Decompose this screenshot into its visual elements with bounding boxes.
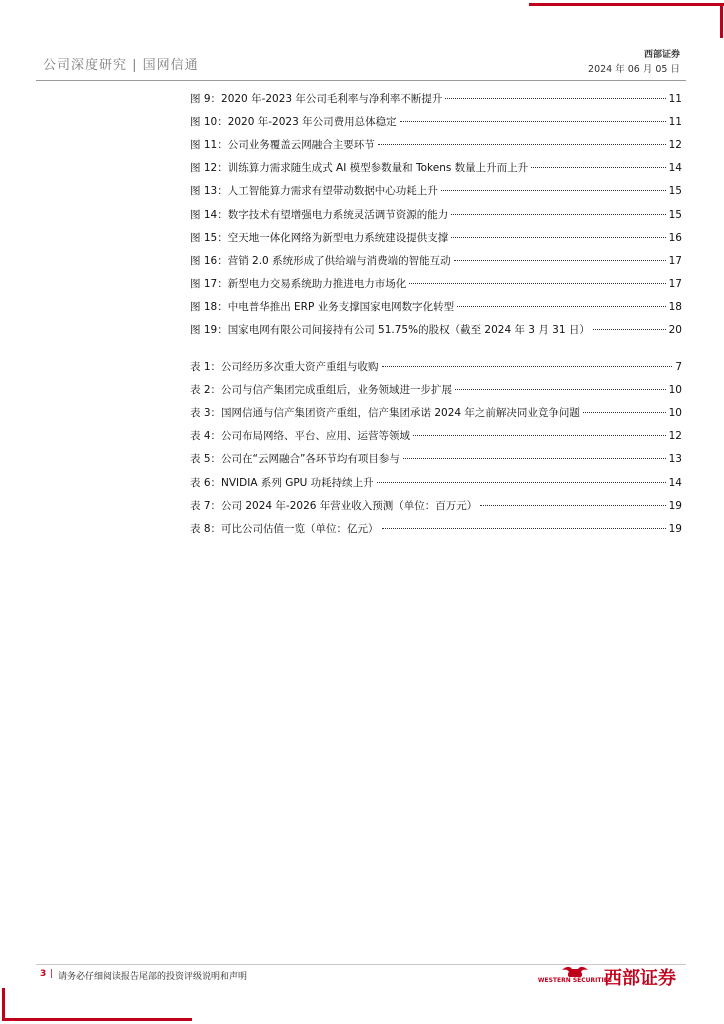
leader-dots bbox=[441, 190, 666, 191]
leader-dots bbox=[445, 98, 665, 99]
logo-wordmark: 西部证券 bbox=[604, 968, 676, 989]
table-page-number: 13 bbox=[668, 453, 682, 466]
leader-dots bbox=[413, 435, 666, 436]
figure-list-item[interactable] bbox=[190, 253, 682, 269]
figure-list-item[interactable] bbox=[190, 276, 682, 292]
figure-page-number: 15 bbox=[668, 208, 682, 221]
table-page-number: 14 bbox=[668, 476, 682, 489]
table-title: 表 6：NVIDIA 系列 GPU 功耗持续上升 bbox=[190, 476, 374, 489]
figure-list-item[interactable] bbox=[190, 183, 682, 199]
leader-dots bbox=[377, 482, 666, 483]
figure-title: 图 9：2020 年-2023 年公司毛利率与净利率不断提升 bbox=[190, 93, 443, 105]
leader-dots bbox=[409, 283, 665, 284]
figure-title: 图 19：国家电网有限公司间接持有公司 51.75%的股权（截至 2024 年 3 月 31 日） bbox=[190, 324, 590, 336]
table-list-item[interactable] bbox=[190, 405, 682, 421]
figure-page-number: 11 bbox=[668, 93, 682, 105]
leader-dots bbox=[531, 167, 665, 168]
table-list-item[interactable] bbox=[190, 428, 682, 444]
figure-title: 图 11：公司业务覆盖云网融合主要环节 bbox=[190, 139, 375, 152]
corner-decoration-top-horizontal bbox=[529, 3, 724, 6]
table-page-number: 19 bbox=[668, 522, 682, 535]
leader-dots bbox=[378, 144, 666, 145]
footer-disclaimer: 请务必仔细阅读报告尾部的投资评级说明和声明 bbox=[58, 972, 248, 982]
svg-text:WESTERN SECURITIES: WESTERN SECURITIES bbox=[537, 977, 613, 984]
table-title: 表 7：公司 2024 年-2026 年营业收入预测（单位：百万元） bbox=[190, 499, 478, 512]
figure-page-number: 15 bbox=[668, 185, 682, 198]
broker-name-header: 西部证券 bbox=[643, 50, 680, 60]
figure-page-number: 12 bbox=[668, 139, 682, 152]
table-page-number: 7 bbox=[675, 361, 682, 373]
table-list-item[interactable] bbox=[190, 521, 682, 537]
figure-page-number: 18 bbox=[668, 300, 682, 313]
table-title: 表 4：公司布局网络、平台、应用、运营等领域 bbox=[190, 430, 411, 443]
table-title: 表 8：可比公司估值一览（单位：亿元） bbox=[190, 522, 379, 535]
table-title: 表 2：公司与信产集团完成重组后，业务领域进一步扩展 bbox=[190, 384, 453, 397]
leader-dots bbox=[454, 260, 666, 261]
table-list-item[interactable] bbox=[190, 382, 682, 398]
footer-separator: | bbox=[50, 969, 54, 979]
figure-title: 图 16：营销 2.0 系统形成了供给端与消费端的智能互动 bbox=[190, 254, 451, 267]
figure-list-item[interactable] bbox=[190, 299, 682, 315]
figure-list-item[interactable] bbox=[190, 207, 682, 223]
figure-list-item[interactable] bbox=[190, 230, 682, 246]
table-title: 表 1：公司经历多次重大资产重组与收购 bbox=[190, 361, 379, 373]
table-list-item[interactable] bbox=[190, 359, 682, 375]
leader-dots bbox=[593, 329, 666, 330]
leader-dots bbox=[451, 214, 665, 215]
table-list-item[interactable] bbox=[190, 475, 682, 491]
figure-title: 图 13：人工智能算力需求有望带动数据中心功耗上升 bbox=[190, 185, 438, 198]
figure-page-number: 17 bbox=[668, 254, 682, 267]
figure-list-item[interactable] bbox=[190, 160, 682, 176]
leader-dots bbox=[382, 366, 673, 367]
leader-dots bbox=[382, 528, 666, 529]
figure-list-item[interactable] bbox=[190, 114, 682, 130]
figure-list-item[interactable] bbox=[190, 137, 682, 153]
table-list-item[interactable] bbox=[190, 451, 682, 467]
leader-dots bbox=[403, 458, 666, 459]
page-number: 3 bbox=[40, 969, 47, 979]
figure-title: 图 14：数字技术有望增强电力系统灵活调节资源的能力 bbox=[190, 208, 449, 221]
figure-page-number: 14 bbox=[668, 162, 682, 175]
leader-dots bbox=[455, 389, 666, 390]
report-type-header: 公司深度研究 | 国网信通 bbox=[43, 58, 199, 73]
figure-title: 图 18：中电普华推出 ERP 业务支撑国家电网数字化转型 bbox=[190, 300, 455, 313]
leader-dots bbox=[451, 237, 665, 238]
figure-title: 图 10：2020 年-2023 年公司费用总体稳定 bbox=[190, 116, 397, 129]
leader-dots bbox=[400, 121, 666, 122]
figure-page-number: 20 bbox=[668, 324, 682, 336]
corner-decoration-top-vertical bbox=[720, 3, 723, 38]
figure-title: 图 12：训练算力需求随生成式 AI 模型参数量和 Tokens 数量上升而上升 bbox=[190, 162, 529, 175]
figure-title: 图 17：新型电力交易系统助力推进电力市场化 bbox=[190, 277, 407, 290]
table-page-number: 10 bbox=[668, 384, 682, 397]
figure-page-number: 11 bbox=[668, 116, 682, 129]
table-title: 表 3：国网信通与信产集团资产重组，信产集团承诺 2024 年之前解决同业竞争问题 bbox=[190, 407, 580, 420]
report-date: 2024 年 06 月 05 日 bbox=[588, 64, 680, 75]
leader-dots bbox=[457, 306, 665, 307]
table-page-number: 19 bbox=[668, 499, 682, 512]
company-logo bbox=[537, 962, 688, 989]
table-page-number: 12 bbox=[668, 430, 682, 443]
leader-dots bbox=[583, 412, 666, 413]
leader-dots bbox=[480, 505, 665, 506]
figure-list-item[interactable] bbox=[190, 91, 682, 107]
table-list-item[interactable] bbox=[190, 498, 682, 514]
figure-title: 图 15：空天地一体化网络为新型电力系统建设提供支撑 bbox=[190, 231, 449, 244]
bull-logo-icon bbox=[537, 964, 613, 988]
header-divider bbox=[36, 80, 686, 81]
table-title: 表 5：公司在“云网融合”各环节均有项目参与 bbox=[190, 453, 400, 466]
figure-page-number: 17 bbox=[668, 277, 682, 290]
corner-decoration-bottom-vertical bbox=[2, 988, 5, 1021]
figure-list-item[interactable] bbox=[190, 322, 682, 338]
corner-decoration-bottom-horizontal bbox=[2, 1018, 192, 1021]
figure-page-number: 16 bbox=[668, 231, 682, 244]
table-page-number: 10 bbox=[668, 407, 682, 420]
